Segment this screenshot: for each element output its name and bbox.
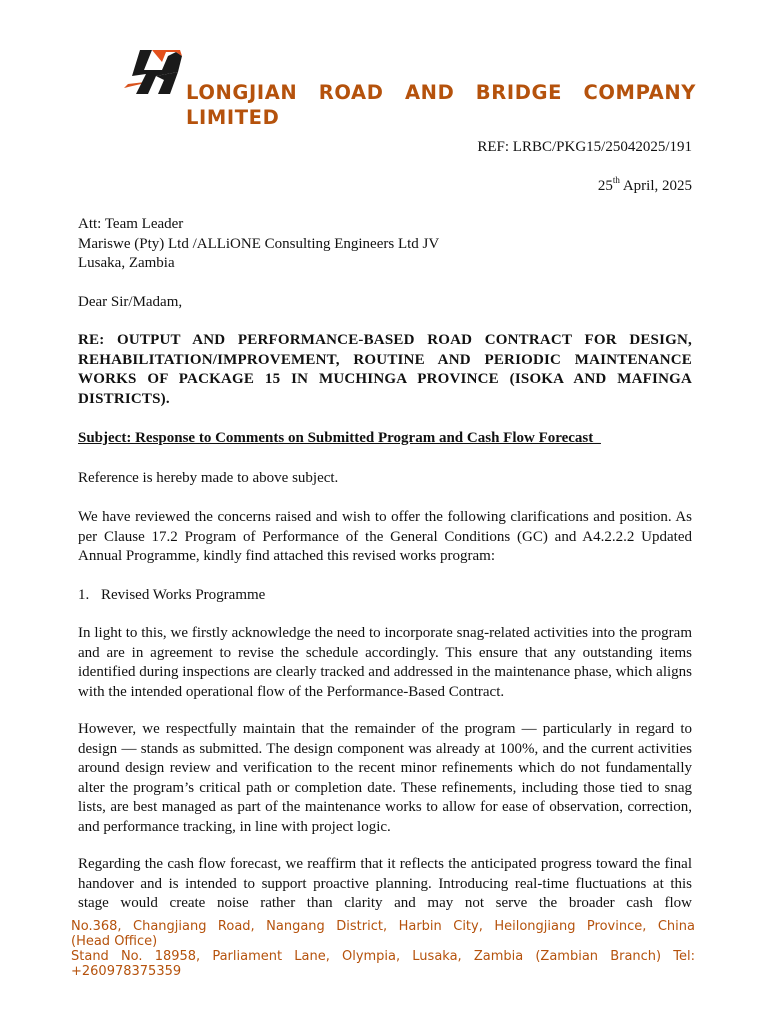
re-heading: RE: OUTPUT AND PERFORMANCE-BASED ROAD CONTRACT FOR DESIGN, REHABILITATION/IMPROVEMENT, ROUTINE AND PERIODIC MAINTENANCE WORKS OF PACKAGE 15 IN MUCHINGA PROVINCE (ISOKA AND MAFINGA DISTRICTS). [78,332,692,407]
footer-branch-address: Stand No. 18958, Parliament Lane, Olympia, Lusaka, Zambia (Zambian Branch) Tel: [71,949,695,964]
list-item [78,586,692,606]
reference-number: REF: LRBC/PKG15/25042025/191 [477,139,692,155]
letter-date [78,177,692,197]
paragraph-clarification: We have reviewed the concerns raised and wish to offer the following clarifications and position. As per Clause 17.2 Program of Performance of the General Conditions (GC) and A4.2.2.2 Updated Annual Programme, kindly find attached this revised works program: [78,509,692,564]
footer-phone: +260978375359 [71,964,182,979]
recipient-company: Mariswe (Pty) Ltd /ALLiONE Consulting Engineers Ltd JV [78,235,440,252]
company-name-line2: LIMITED [186,106,280,129]
date-suffix: th [612,175,620,185]
company-name-line1: LONGJIAN ROAD AND BRIDGE COMPANY [186,81,696,104]
date-rest: April, 2025 [619,178,692,194]
paragraph-snag-activities: In light to this, we firstly acknowledge the need to incorporate snag-related activities into the program and are in agreement to revise the schedule accordingly. This ensure that any outstanding items identified during inspections are clearly tracked and addressed in the maintenance phase, which aligns with the intended operational flow of the Performance-Based Contract. [78,625,692,700]
logo-mark [124,50,182,94]
recipient-block [78,215,692,274]
company-logo [116,48,184,96]
footer-head-office-label: (Head Office) [71,934,158,949]
recipient-location: Lusaka, Zambia [78,255,175,271]
date-day: 25 [597,178,613,194]
list-item-number: 1. [78,587,90,603]
footer-head-office-address: No.368, Changjiang Road, Nangang District, Harbin City, Heilongjiang Province, China [71,919,695,934]
salutation: Dear Sir/Madam, [78,294,183,310]
recipient-att: Att: Team Leader [78,216,184,232]
paragraph-design: However, we respectfully maintain that the remainder of the program — particularly in regard to design — stands as submitted. The design component was already at 100%, and the current activities around design review and verification to the recent minor refinements which do not fundamentally alter the program’s critical path or completion date. These refinements, including those tied to snag lists, are best managed as part of the maintenance works to allow for ease of observation, correction, and performance tracking, in line with project logic. [78,721,692,835]
paragraph-cash-flow: Regarding the cash flow forecast, we reaffirm that it reflects the anticipated progress toward the final handover and is intended to support proactive planning. Introducing real-time fluctuations at this stage would create noise rather than clarity and may not serve the broader cash flow [78,856,692,911]
letter-footer [71,919,695,979]
list-item-label: Revised Works Programme [101,587,266,603]
paragraph-reference: Reference is hereby made to above subject. [78,470,339,486]
subject-line: Subject: Response to Comments on Submitted Program and Cash Flow Forecast_ [78,430,601,446]
company-name [186,80,696,130]
